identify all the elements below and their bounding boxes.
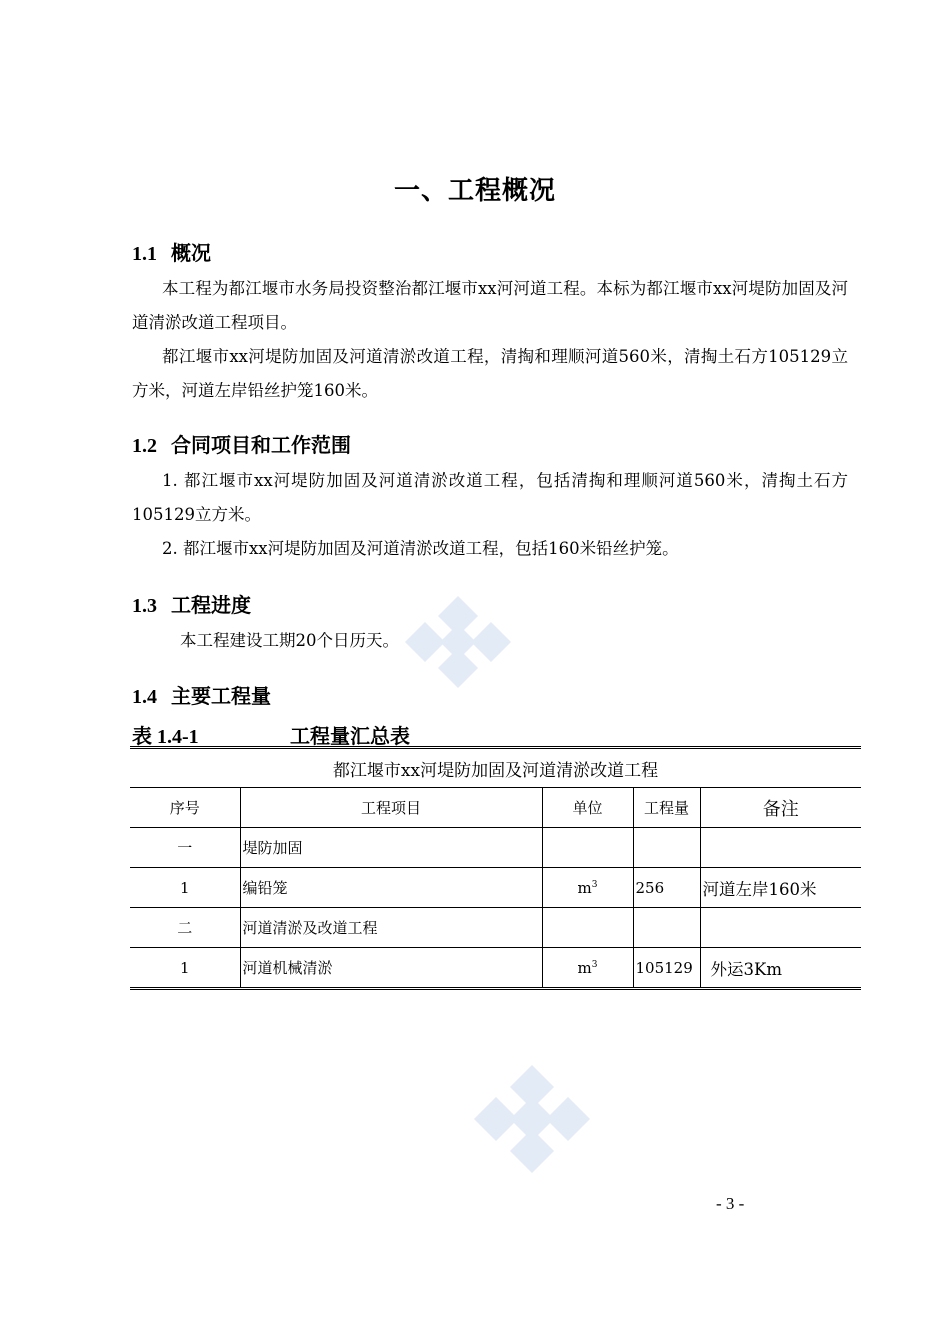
row-unit: $m^3$: [542, 948, 633, 989]
section-heading: 1.3 工程进度: [132, 593, 251, 617]
row-quantity: 256: [633, 868, 700, 908]
row-remark: 河道左岸160米: [700, 868, 861, 908]
watermark-logo-icon: [474, 1065, 590, 1173]
row-remark: [700, 908, 861, 948]
header-cell: 序号: [130, 788, 240, 828]
paragraph: 本工程建设工期20个日历天。: [180, 631, 399, 650]
row-number: 1: [130, 948, 240, 989]
table-row: [130, 868, 861, 908]
list-item: 1. 都江堰市xx河堤防加固及河道清淤改道工程，包括清掏和理顺河道560米，清掏土石方105129立方米。: [132, 471, 848, 524]
row-quantity: 105129: [633, 948, 700, 989]
header-cell: 工程项目: [240, 788, 542, 828]
page-number: - 3 -: [716, 1194, 745, 1213]
table-row: [130, 948, 861, 989]
row-unit: $m^3$: [542, 868, 633, 908]
row-quantity: [633, 828, 700, 868]
row-number: 1: [130, 868, 240, 908]
header-cell: 备注: [700, 788, 861, 828]
header-cell: 工程量: [633, 788, 700, 828]
row-item: 堤防加固: [240, 828, 542, 868]
row-item: 编铅笼: [240, 868, 542, 908]
table-row: [130, 908, 861, 948]
table-title: 都江堰市xx河堤防加固及河道清淤改道工程: [130, 748, 861, 788]
row-remark: 外运3Km: [700, 948, 861, 989]
row-item: 河道清淤及改道工程: [240, 908, 542, 948]
page-title: 一、工程概况: [393, 176, 556, 206]
header-cell: 单位: [542, 788, 633, 828]
table-row: [130, 828, 861, 868]
table-caption: 表 1.4-1 工程量汇总表: [132, 724, 410, 748]
row-number: 一: [130, 828, 240, 868]
section-heading: 1.1 概况: [132, 241, 211, 265]
row-quantity: [633, 908, 700, 948]
list-item: 2. 都江堰市xx河堤防加固及河道清淤改道工程，包括160米铅丝护笼。: [162, 539, 679, 558]
quantity-summary-table: [130, 746, 861, 990]
row-remark: [700, 828, 861, 868]
table-header-row: [130, 788, 861, 828]
row-number: 二: [130, 908, 240, 948]
paragraph: 都江堰市xx河堤防加固及河道清淤改道工程，清掏和理顺河道560米，清掏土石方105129立方米，河道左岸铅丝护笼160米。: [132, 347, 848, 400]
row-unit: [542, 908, 633, 948]
section-heading: 1.4 主要工程量: [132, 684, 271, 708]
section-heading: 1.2 合同项目和工作范围: [132, 433, 351, 457]
row-unit: [542, 828, 633, 868]
paragraph: 本工程为都江堰市水务局投资整治都江堰市xx河河道工程。本标为都江堰市xx河堤防加固及河道清淤改道工程项目。: [132, 279, 848, 332]
table-title-row: [130, 748, 861, 788]
row-item: 河道机械清淤: [240, 948, 542, 989]
